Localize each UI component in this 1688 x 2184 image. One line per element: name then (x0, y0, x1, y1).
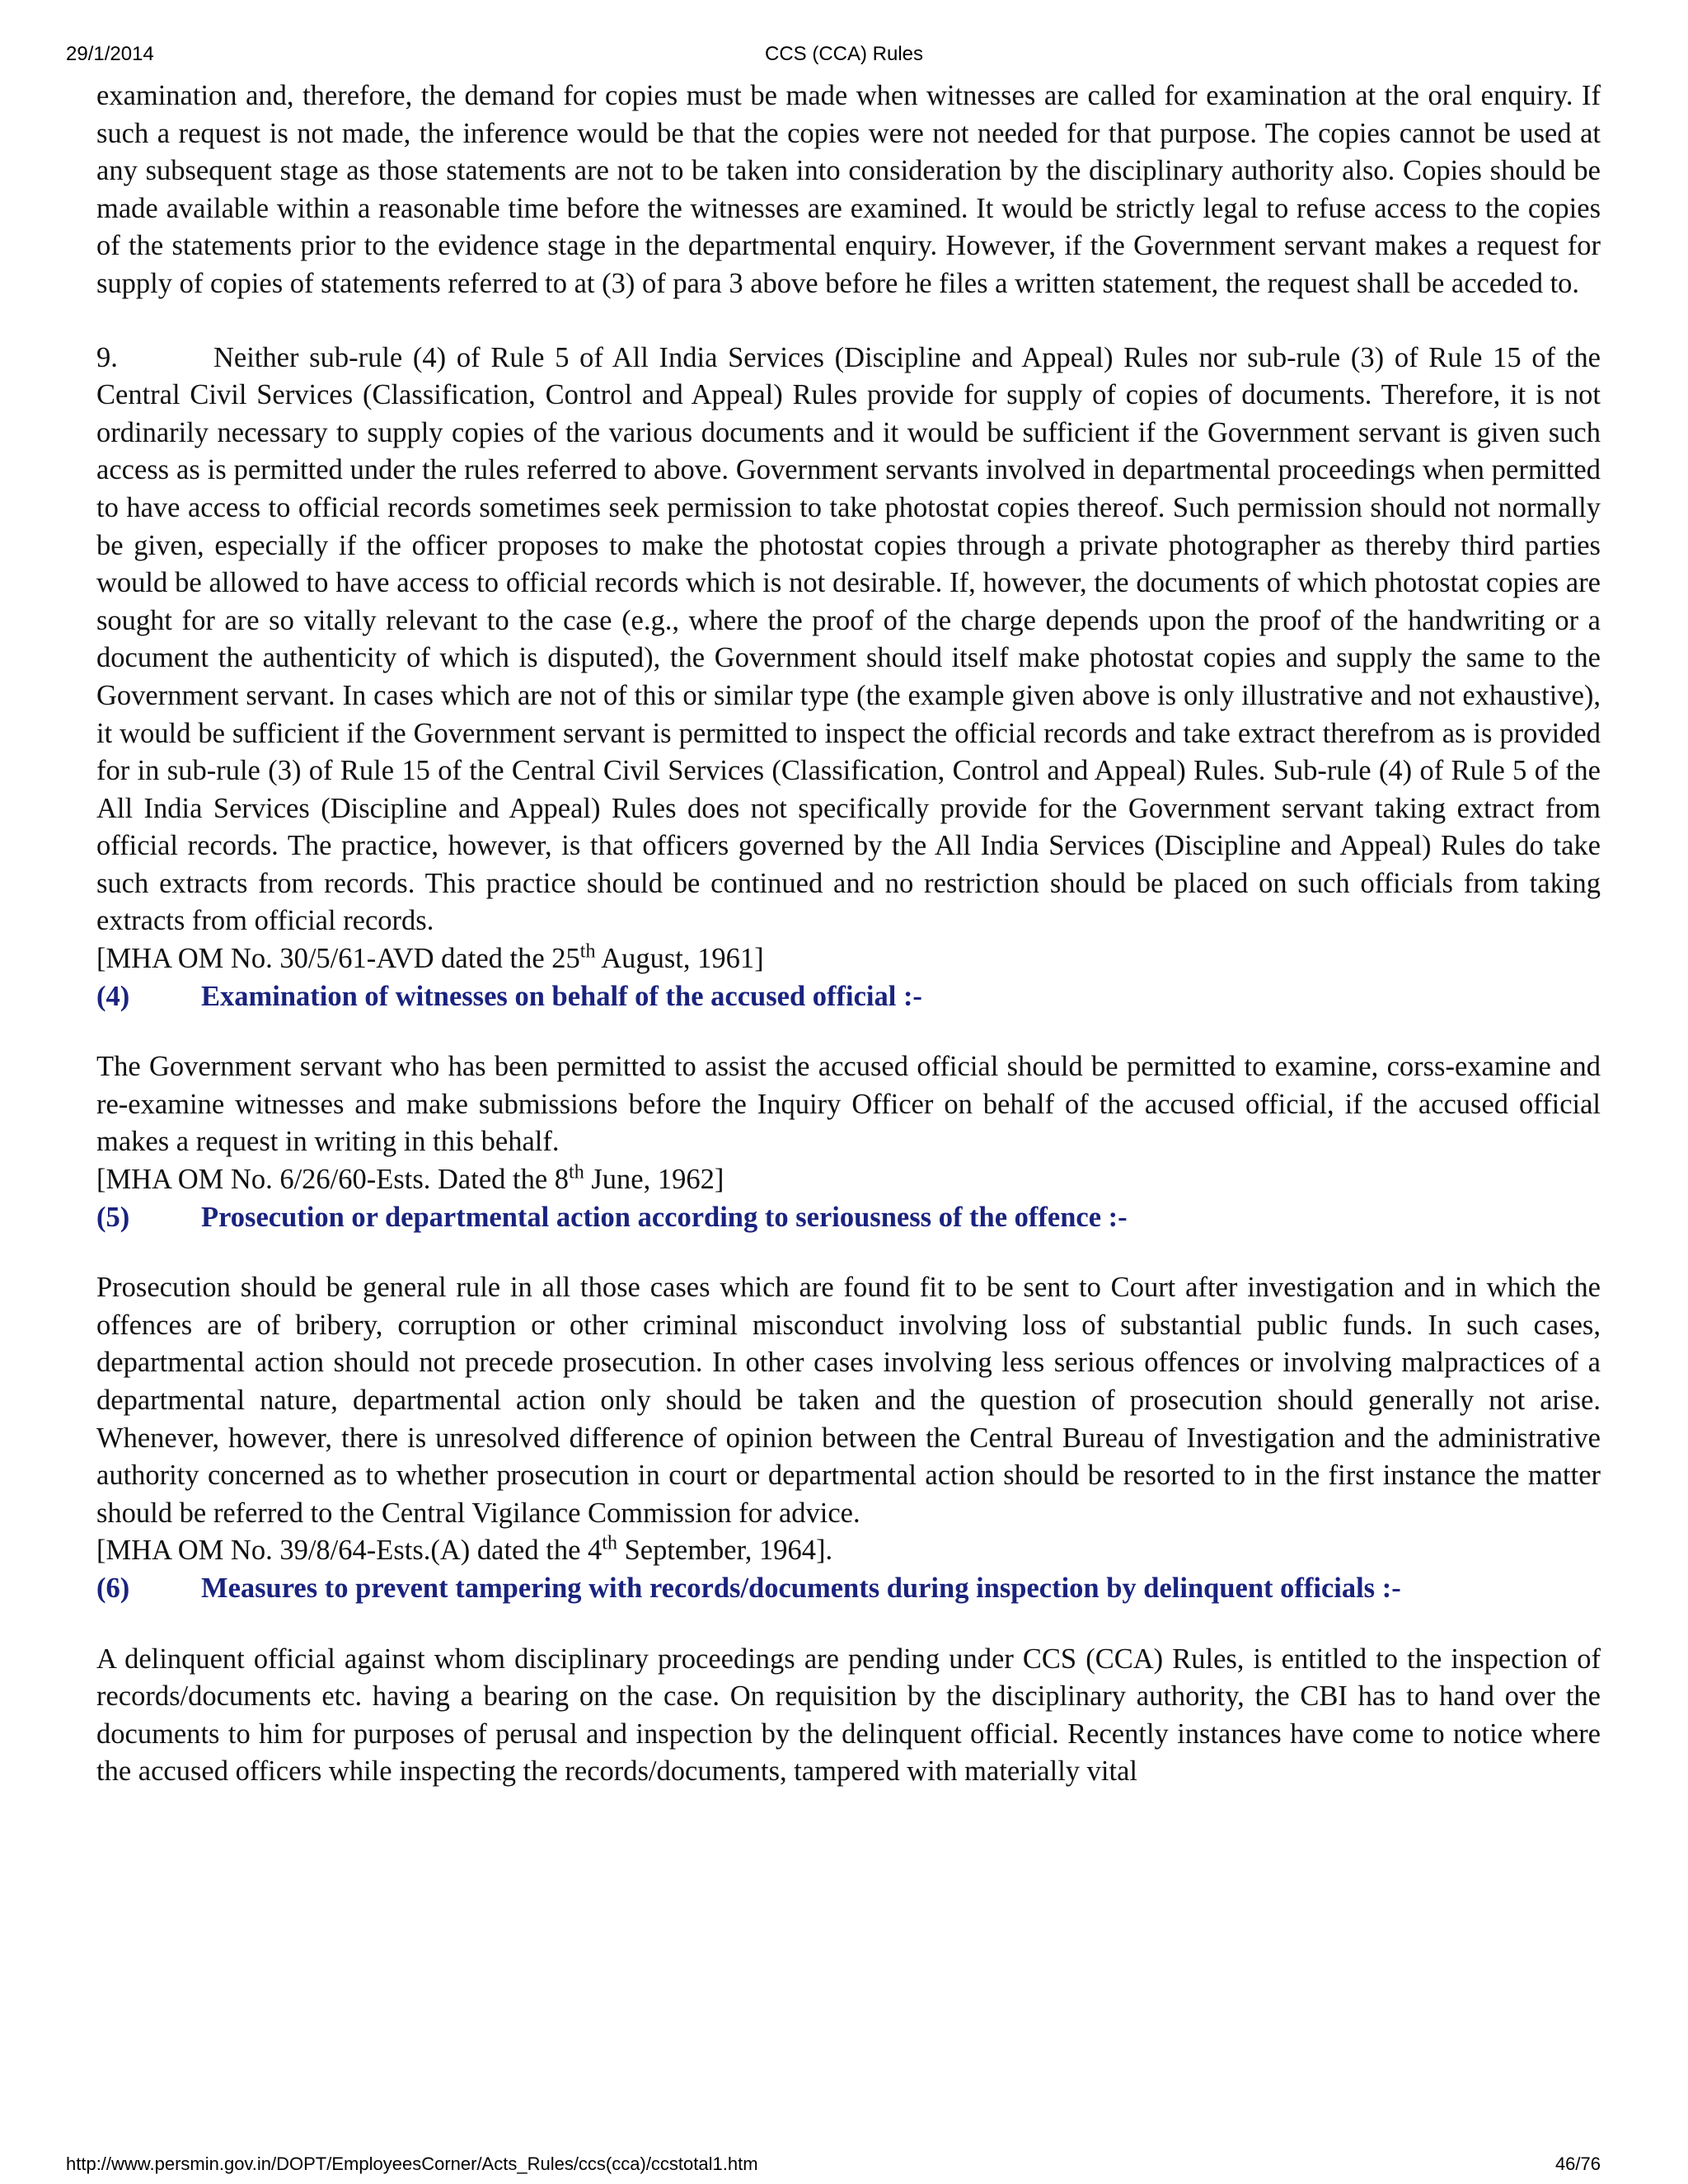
section-4-text: The Government servant who has been permitted to assist the accused official should be permitted to examine, corss-examine and re-examine witnesses and make submissions before the Inquiry Officer on behalf of the accused official, if the accused official makes a request in writing in this behalf. (96, 1051, 1601, 1158)
section-5-heading: (5) Prosecution or departmental action according to seriousness of the offence :- (96, 1201, 1128, 1233)
document-title: CCS (CCA) Rules (764, 43, 924, 65)
continued-paragraph: examination and, therefore, the demand for copies must be made when witnesses are called for examination at the oral enquiry. If such a request is not made, the inference would be that the copies were not needed for that purpose. The copies cannot be used at any subsequent stage as those statements are not to be taken into consideration by the disciplinary authority also. Copies should be made available within a reasonable time before the witnesses are examined. It would be strictly legal to refuse access to the copies of the statements prior to the evidence stage in the departmental enquiry. However, if the Government servant makes a request for supply of copies of statements referred to at (3) of para 3 above before he files a written statement, the request shall be acceded to. (96, 80, 1601, 299)
section-4-heading: (4) Examination of witnesses on behalf of the accused official :- (96, 980, 922, 1012)
paragraph-number: 9. (96, 341, 118, 373)
section-6-heading: (6) Measures to prevent tampering with records/documents during inspection by delinquent officials :- (96, 1572, 1401, 1604)
reference-note-3: [MHA OM No. 39/8/64-Ests.(A) dated the 4th September, 1964]. (96, 1532, 833, 1567)
reference-note-2: [MHA OM No. 6/26/60-Ests. Dated the 8th June, 1962] (96, 1161, 724, 1196)
print-date: 29/1/2014 (66, 43, 154, 65)
page-content (96, 77, 1601, 1791)
page-number: 46/76 (1554, 2154, 1601, 2174)
page-header (66, 43, 1622, 73)
paragraph-9 (96, 340, 1601, 941)
source-url: http://www.persmin.gov.in/DOPT/EmployeesCorner/Acts_Rules/ccs(cca)/ccstotal1.htm (66, 2154, 758, 2174)
section-6-text: A delinquent official against whom disciplinary proceedings are pending under CCS (CCA) Rules, is entitled to the inspection of records/documents etc. having a bearing on the case. On requisition by the disciplinary authority, the CBI has to hand over the documents to him for purposes of perusal and inspection by the delinquent official. Recently instances have come to notice where the accused officers while inspecting the records/documents, tampered with materially vital (96, 1643, 1601, 1788)
paragraph-9-text: Neither sub-rule (4) of Rule 5 of All India Services (Discipline and Appeal) Rules nor sub-rule (3) of Rule 15 of the Central Civil Services (Classification, Control and Appeal) Rules provide for supply of copies of documents. Therefore, it is not ordinarily necessary to supply copies of the various documents and it would be sufficient if the Government servant is given such access as is permitted under the rules referred to above. Government servants involved in departmental proceedings when permitted to have access to official records sometimes seek permission to take photostat copies thereof. Such permission should not normally be given, especially if the officer proposes to make the photostat copies through a private photographer as thereby third parties would be allowed to have access to official records which is not desirable. If, however, the documents of which photostat copies are sought for are so vitally relevant to the case (e.g., where the proof of the charge depends upon the proof of the handwriting or a document the authenticity of which is disputed), the Government should itself make photostat copies and supply the same to the Government servant. In cases which are not of this or similar type (the example given above is only illustrative and not exhaustive), it would be sufficient if the Government servant is permitted to inspect the official records and take extract therefrom as is provided for in sub-rule (3) of Rule 15 of the Central Civil Services (Classification, Control and Appeal) Rules. Sub-rule (4) of Rule 5 of the All India Services (Discipline and Appeal) Rules does not specifically provide for the Government servant taking extract from official records. The practice, however, is that officers governed by the All India Services (Discipline and Appeal) Rules do take such extracts from records. This practice should be continued and no restriction should be placed on such officials from taking extracts from official records. (96, 341, 1601, 937)
section-5-text: Prosecution should be general rule in all those cases which are found fit to be sent to Court after investigation and in which the offences are of bribery, corruption or other criminal misconduct involving loss of substantial public funds. In such cases, departmental action should not precede prosecution. In other cases involving less serious offences or involving malpractices of a departmental nature, departmental action only should be taken and the question of prosecution should generally not arise. Whenever, however, there is unresolved difference of opinion between the Central Bureau of Investigation and the administrative authority concerned as to whether prosecution in court or departmental action should be resorted to in the first instance the matter should be referred to the Central Vigilance Commission for advice. (96, 1272, 1601, 1529)
reference-note-1: [MHA OM No. 30/5/61-AVD dated the 25th August, 1961] (96, 940, 764, 975)
